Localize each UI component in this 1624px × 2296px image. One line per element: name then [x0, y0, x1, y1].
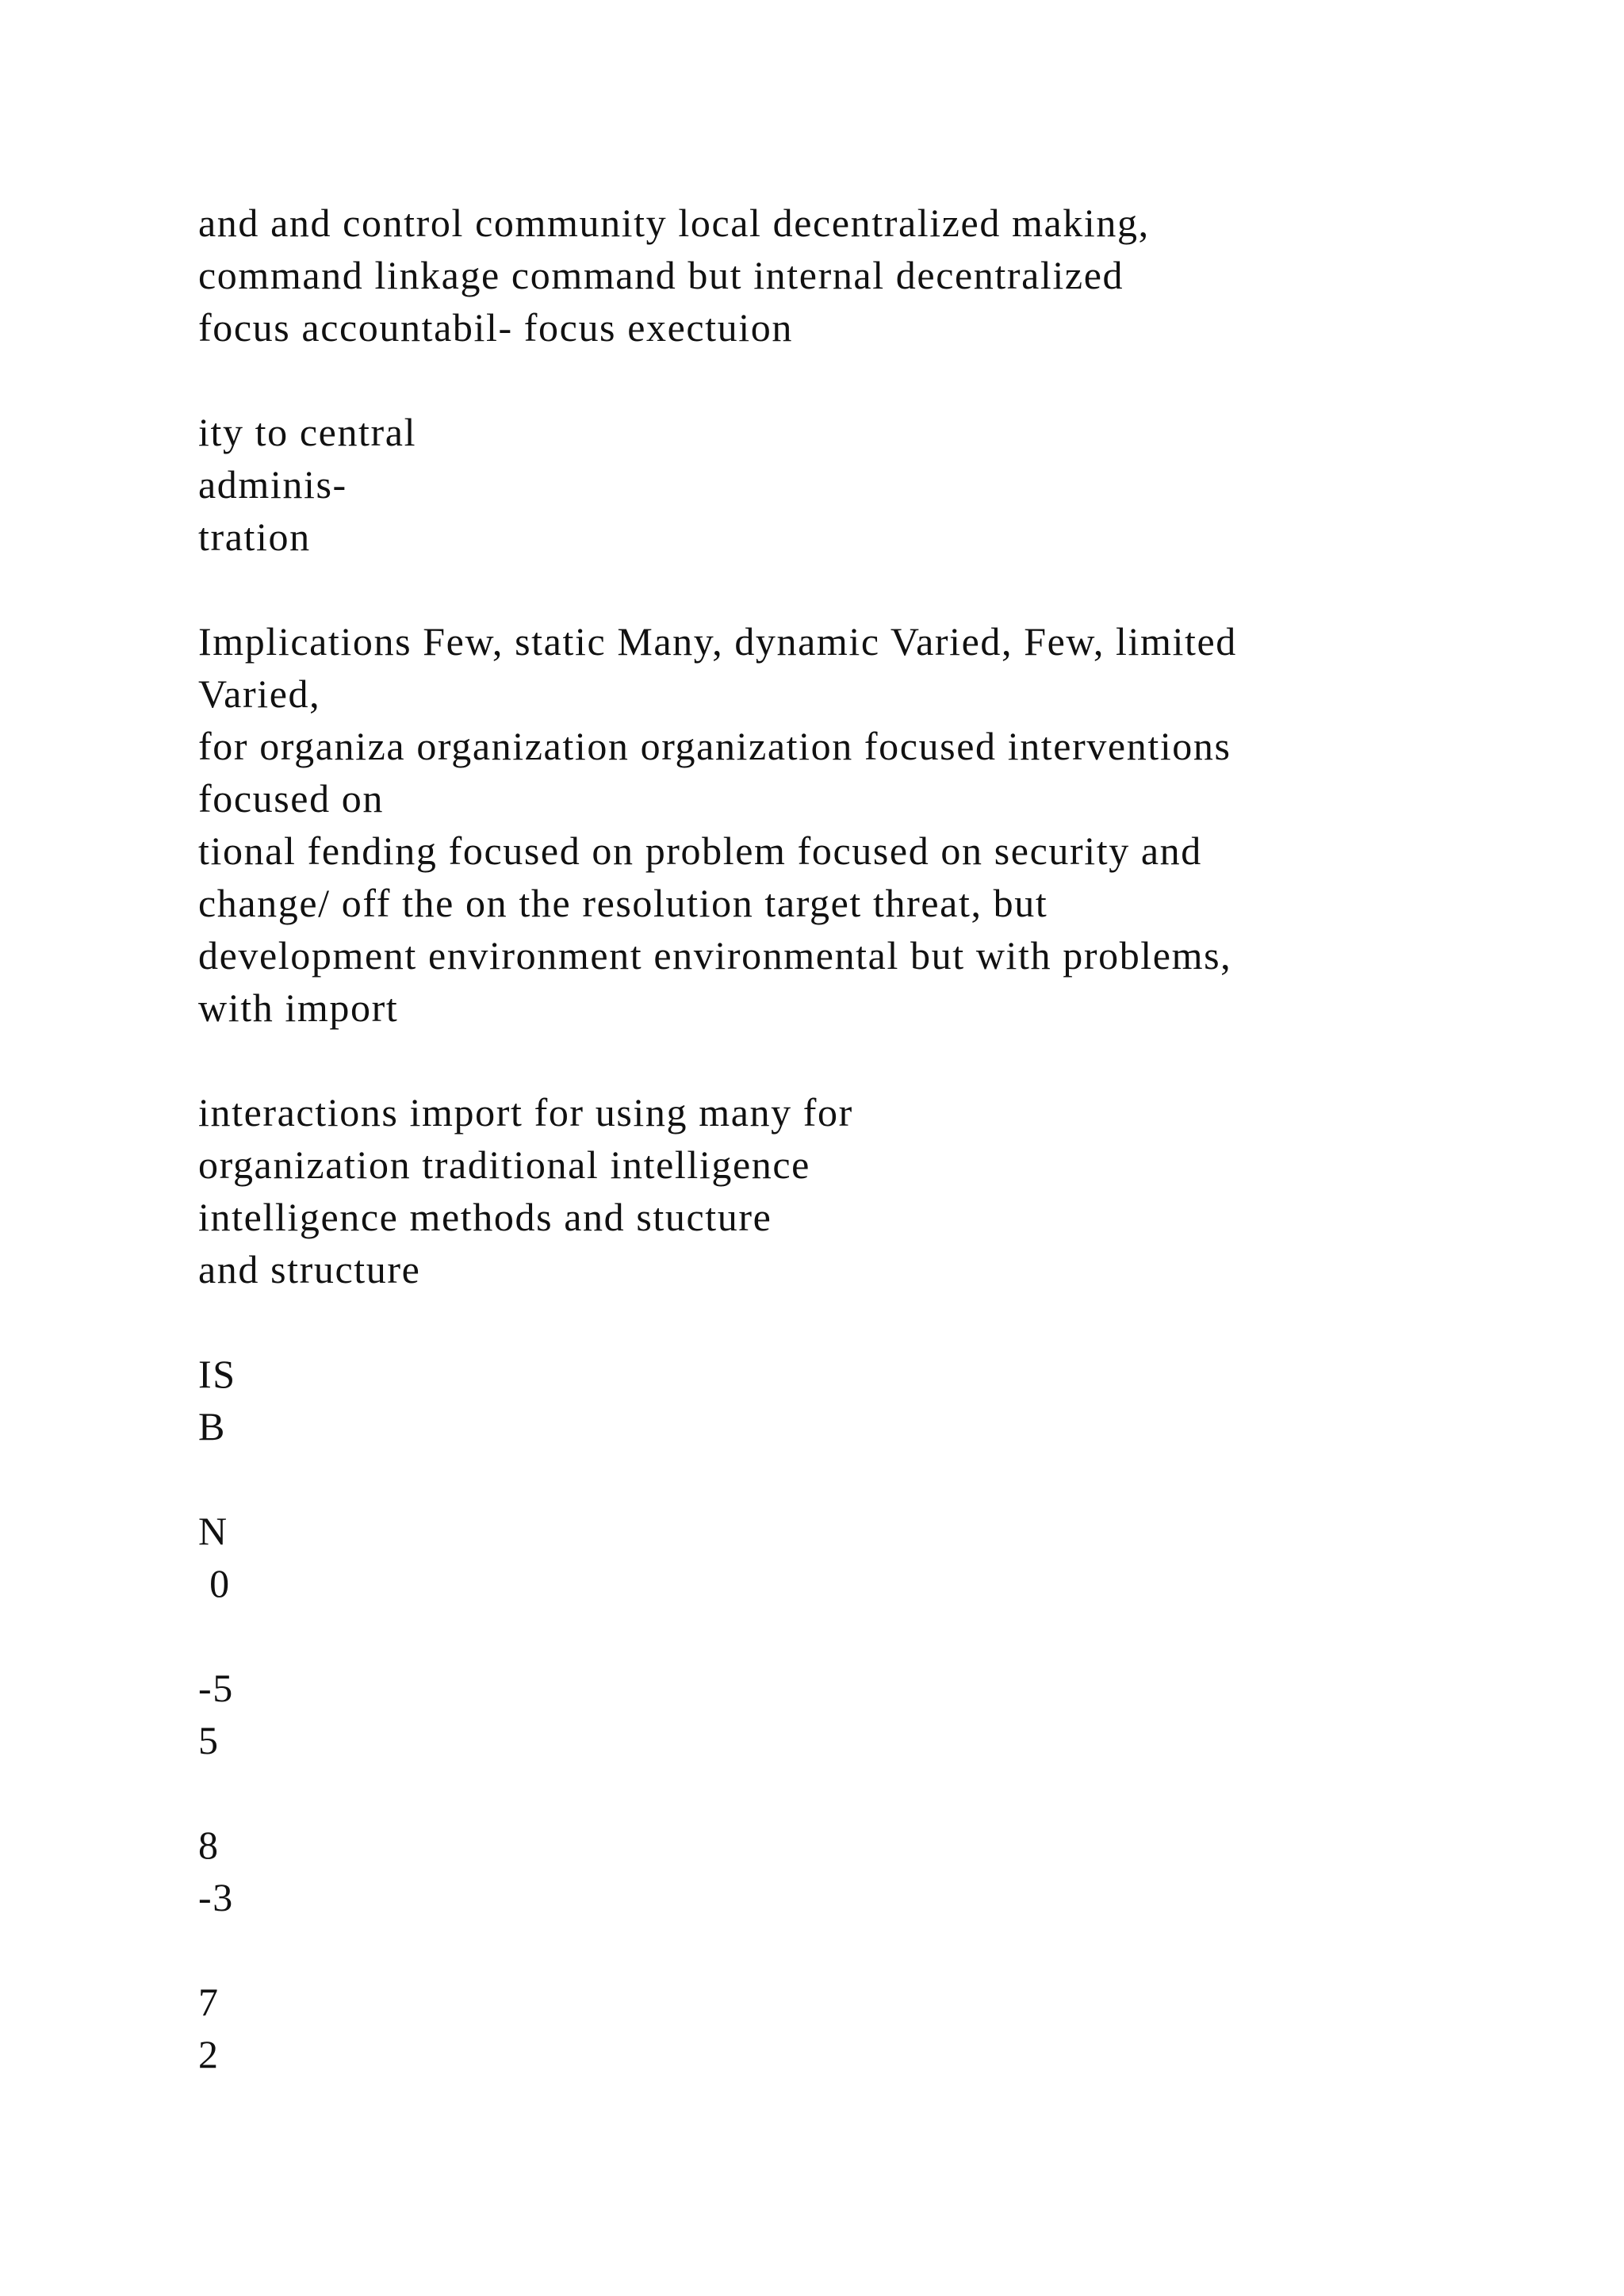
- text-line: and and control community local decentralized making,: [198, 201, 1150, 245]
- text-line: interactions import for using many for: [198, 1090, 853, 1135]
- text-line: organization traditional intelligence: [198, 1142, 810, 1187]
- text-line: N: [198, 1509, 228, 1553]
- blank-line: [198, 354, 1467, 406]
- text-line: 0: [198, 1561, 231, 1605]
- text-line: development environment environmental but with problems,: [198, 933, 1232, 978]
- text-line: command linkage command but internal decentralized: [198, 253, 1124, 297]
- text-line: change/ off the on the resolution target threat, but: [198, 881, 1048, 925]
- text-line: tional fending focused on problem focused on security and: [198, 828, 1202, 873]
- document-body: [198, 197, 1467, 2080]
- text-line: for organiza organization organization focused interventions: [198, 724, 1231, 768]
- text-line: -3: [198, 1875, 234, 1919]
- text-line: IS: [198, 1352, 236, 1396]
- text-line: -5: [198, 1666, 234, 1710]
- text-line: B: [198, 1404, 226, 1448]
- text-line: Varied,: [198, 672, 321, 716]
- text-line: and structure: [198, 1247, 421, 1292]
- text-line: focus accountabil- focus exectuion: [198, 305, 793, 350]
- text-line: intelligence methods and stucture: [198, 1195, 772, 1239]
- blank-line: [198, 1295, 1467, 1348]
- text-line: 5: [198, 1718, 220, 1762]
- blank-line: [198, 1452, 1467, 1505]
- text-line: Implications Few, static Many, dynamic Varied, Few, limited: [198, 619, 1237, 664]
- blank-line: [198, 1766, 1467, 1819]
- text-line: 7: [198, 1980, 220, 2024]
- text-line: 2: [198, 2032, 220, 2076]
- text-line: adminis-: [198, 462, 347, 507]
- text-line: 8: [198, 1823, 220, 1867]
- text-line: focused on: [198, 776, 384, 821]
- blank-line: [198, 1034, 1467, 1086]
- text-line: tration: [198, 515, 311, 559]
- text-line: ity to central: [198, 410, 417, 454]
- text-line: with import: [198, 985, 399, 1030]
- blank-line: [198, 1609, 1467, 1662]
- blank-line: [198, 563, 1467, 615]
- blank-line: [198, 1923, 1467, 1976]
